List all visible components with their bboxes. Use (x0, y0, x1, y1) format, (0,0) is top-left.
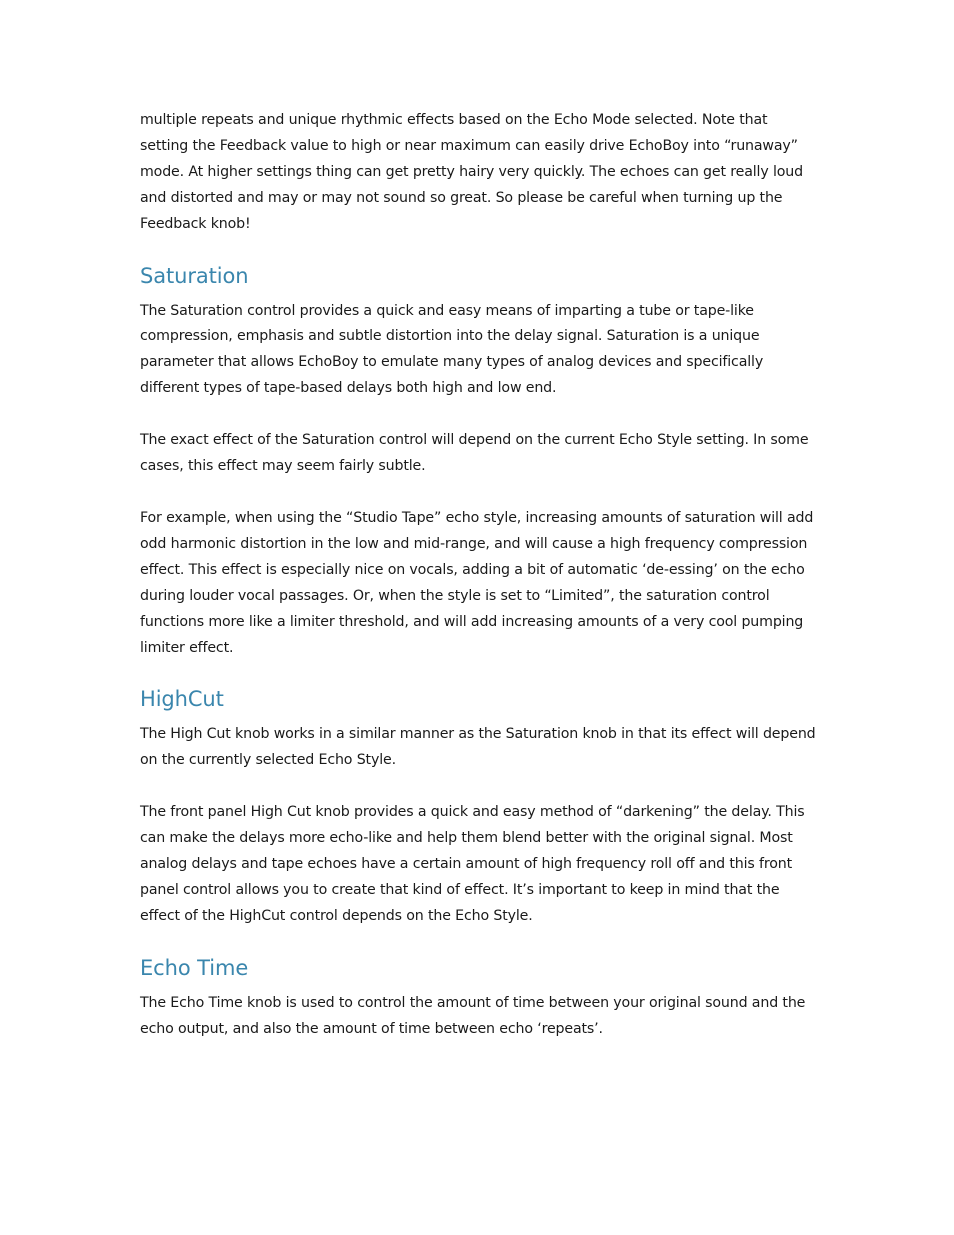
section-heading-echo-time: Echo Time (140, 955, 249, 980)
section-echo-time (140, 954, 816, 1043)
saturation-paragraph-1: The Saturation control provides a quick and easy means of imparting a tube or tape-like compression, emphasis and subtle distortion into the delay signal. Saturation is a unique parameter that allows EchoBoy to emulate many types of analog devices and specifically different types of tape-based delays both high and low end. (140, 302, 764, 397)
section-saturation (140, 262, 816, 662)
section-highcut (140, 685, 816, 929)
saturation-paragraph-3: For example, when using the “Studio Tape” echo style, increasing amounts of saturation will add odd harmonic distortion in the low and mid-range, and will cause a high frequency compression effect. This effect is especially nice on vocals, adding a bit of automatic ‘de-essing’ on the echo during louder vocal passages. Or, when the style is set to “Limited”, the saturation control functions more like a limiter threshold, and will add increasing amounts of a very cool pumping limiter effect. (140, 509, 814, 656)
highcut-paragraph-1: The High Cut knob works in a similar manner as the Saturation knob in that its effect will depend on the currently selected Echo Style. (140, 726, 816, 769)
section-heading-saturation: Saturation (140, 263, 249, 288)
section-heading-highcut: HighCut (140, 687, 224, 712)
saturation-paragraph-2: The exact effect of the Saturation control will depend on the current Echo Style setting. In some cases, this effect may seem fairly subtle. (140, 432, 809, 475)
intro-paragraph: multiple repeats and unique rhythmic effects based on the Echo Mode selected. Note that setting the Feedback value to high or near maximum can easily drive EchoBoy into “runaway” mode. At higher settings thing can get pretty hairy very quickly. The echoes can get really loud and distorted and may or may not sound so great. So please be careful when turning up the Feedback knob! (140, 112, 803, 232)
echo-time-paragraph-1: The Echo Time knob is used to control the amount of time between your original sound and the echo output, and also the amount of time between echo ‘repeats’. (140, 994, 806, 1037)
highcut-paragraph-2: The front panel High Cut knob provides a quick and easy method of “darkening” the delay. This can make the delays more echo-like and help them blend better with the original signal. Most analog delays and tape echoes have a certain amount of high frequency roll off and this front panel control allows you to create that kind of effect. It’s important to keep in mind that the effect of the HighCut control depends on the Echo Style. (140, 804, 805, 924)
document-page (140, 108, 816, 1043)
